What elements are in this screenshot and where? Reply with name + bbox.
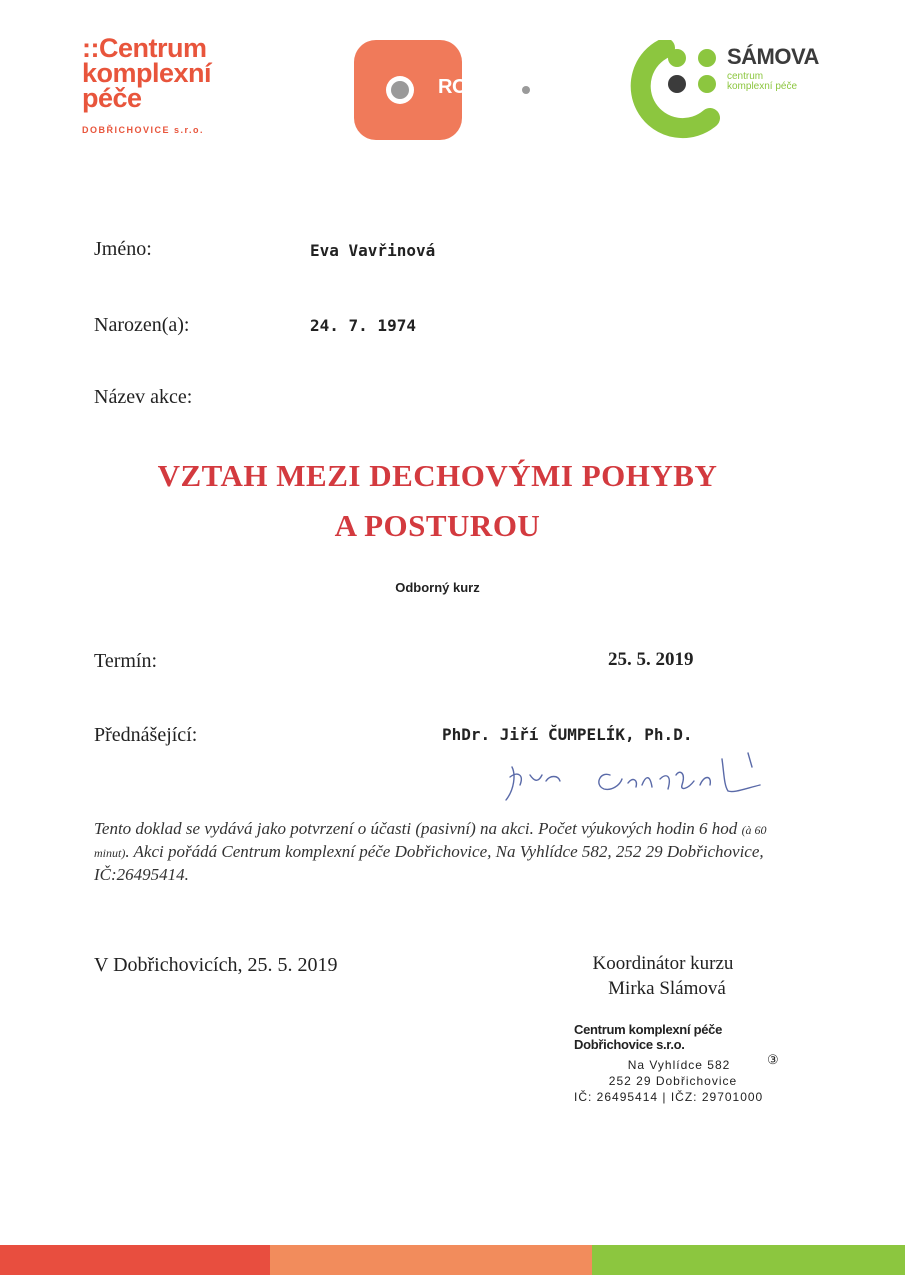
note-small: (à 60 minut) [94, 823, 767, 860]
lecturer-label: Přednášející: [94, 724, 198, 746]
lecturer-signature [490, 745, 780, 815]
note-part-2: . Akci pořádá Centrum komplexní péče Dobřichovice, Na Vyhlídce 582, 252 29 Dobřichovice, IČ:26495414. [94, 842, 764, 884]
samova-ring-icon [625, 40, 725, 140]
bar-segment-red [0, 1245, 270, 1275]
logo-roseta [348, 40, 538, 140]
born-label: Narozen(a): [94, 314, 190, 336]
event-type: Odborný kurz [395, 580, 480, 595]
note-part-1: Tento doklad se vydává jako potvrzení o účasti (pasivní) na akci. Počet výukových hodin 6 hod [94, 819, 742, 838]
samova-title: SÁMOVA [727, 44, 819, 69]
bar-segment-green [592, 1245, 905, 1275]
event-title-line-2: A POSTUROU [334, 508, 541, 543]
lecturer-value: PhDr. Jiří ČUMPELÍK, Ph.D. [442, 725, 693, 744]
logo-samova [625, 40, 845, 140]
name-value: Eva Vavřinová [310, 241, 436, 260]
coordinator-role: Koordinátor kurzu [592, 953, 734, 974]
term-value: 25. 5. 2019 [608, 649, 694, 670]
samova-subtitle-line-2: komplexní péče [727, 81, 798, 92]
logo-line-2: komplexní [82, 58, 212, 88]
stamp-ids: IČ: 26495414 | IČZ: 29701000 [574, 1090, 764, 1104]
place-date: V Dobřichovicích, 25. 5. 2019 [94, 954, 338, 976]
event-label: Název akce: [94, 386, 193, 408]
stamp-street: Na Vyhlídce 582 [627, 1058, 731, 1072]
coordinator-name: Mirka Slámová [608, 978, 726, 999]
stamp-city: 252 29 Dobřichovice [608, 1074, 738, 1088]
logo-centrum-komplexni-pece [82, 33, 272, 146]
stamp-name: Centrum komplexní péče Dobřichovice s.r.o. [574, 1022, 722, 1052]
logo-line-1: ::Centrum [82, 33, 207, 63]
organization-stamp [574, 1022, 804, 1104]
event-title-line-1: VZTAH MEZI DECHOVÝMI POHYBY [157, 458, 718, 493]
term-label: Termín: [94, 650, 158, 672]
logo-line-3: péče [82, 83, 142, 113]
bar-segment-orange [270, 1245, 592, 1275]
logo-subtitle: DOBŘICHOVICE s.r.o. [82, 125, 205, 135]
certificate-note [94, 818, 804, 886]
bottom-color-bar [0, 1245, 905, 1275]
stamp-number-mark: ③ [767, 1052, 779, 1067]
born-value: 24. 7. 1974 [310, 316, 416, 335]
name-label: Jméno: [94, 238, 152, 260]
samova-subtitle-line-1: centrum [727, 71, 764, 82]
samova-subtitle [727, 72, 797, 92]
roseta-text: ROSETA [438, 76, 517, 98]
